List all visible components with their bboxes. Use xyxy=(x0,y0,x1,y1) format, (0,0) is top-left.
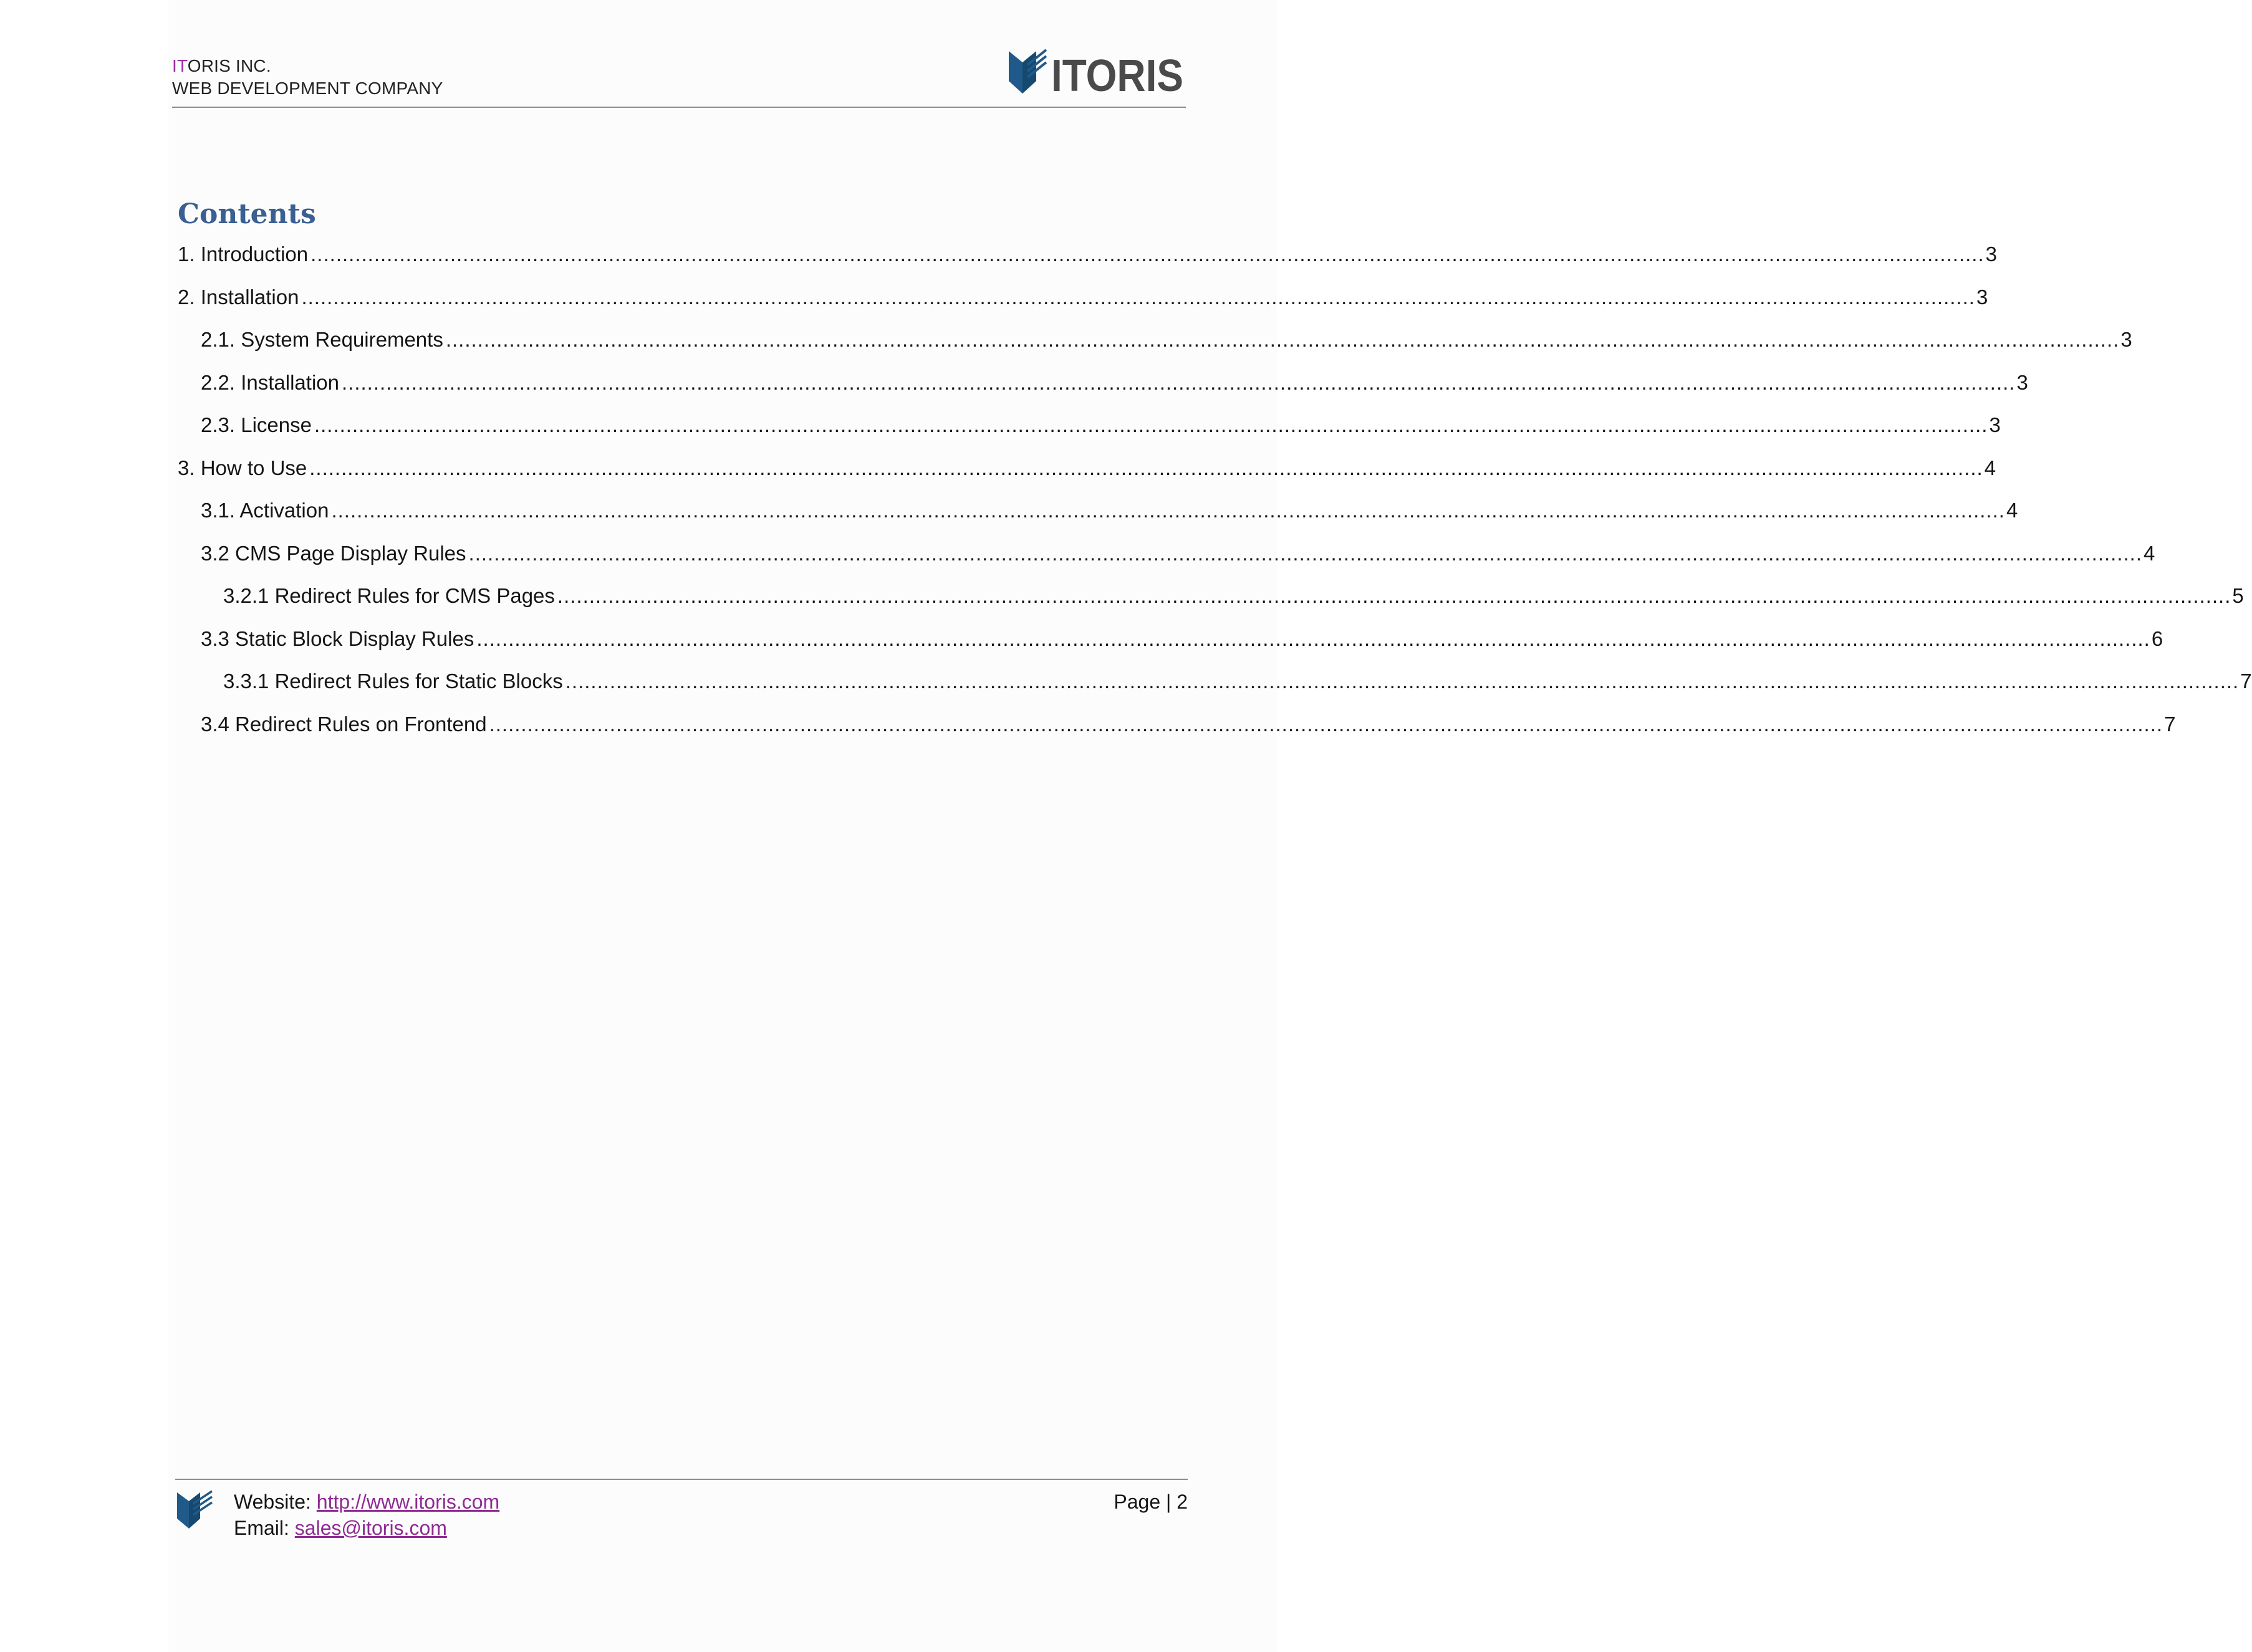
toc-entry-page: 7 xyxy=(2164,712,2176,736)
toc-leader xyxy=(446,325,2119,355)
website-link[interactable]: http://www.itoris.com xyxy=(316,1491,500,1513)
toc-entry-label: 2.3. License xyxy=(201,413,312,436)
email-label: Email: xyxy=(234,1517,295,1539)
footer-website-line xyxy=(234,1489,499,1515)
toc-entry-label: 3.2.1 Redirect Rules for CMS Pages xyxy=(223,584,555,607)
toc-entry[interactable] xyxy=(178,539,2155,582)
toc-entry-label: 3.2 CMS Page Display Rules xyxy=(201,541,466,565)
toc-entry[interactable] xyxy=(178,453,1996,496)
toc-entry-page: 6 xyxy=(2151,627,2163,650)
toc-entry-page: 4 xyxy=(1984,456,1996,479)
company-tagline: WEB DEVELOPMENT COMPANY xyxy=(172,79,443,98)
toc-leader xyxy=(342,368,2015,398)
email-link[interactable]: sales@itoris.com xyxy=(294,1517,447,1539)
toc-entry[interactable] xyxy=(178,282,1988,325)
company-name-prefix: IT xyxy=(172,56,188,75)
itoris-mark-icon xyxy=(177,1491,213,1530)
toc-entry-page: 3 xyxy=(1985,243,1997,266)
toc-leader xyxy=(469,539,2142,569)
toc-leader xyxy=(489,709,2163,739)
company-name-rest: ORIS INC. xyxy=(187,56,271,75)
toc-entry-page: 7 xyxy=(2240,670,2252,693)
toc-entry-label: 3. How to Use xyxy=(178,456,307,479)
toc-entry[interactable] xyxy=(178,410,2001,453)
toc-entry-label: 1. Introduction xyxy=(178,243,309,266)
toc-entry[interactable] xyxy=(178,368,2028,411)
logo-text: ITORIS xyxy=(1051,51,1183,101)
itoris-logo xyxy=(1009,49,1185,101)
toc-leader xyxy=(301,282,1975,312)
toc-entry-label: 3.1. Activation xyxy=(201,499,329,522)
toc-entry[interactable] xyxy=(178,239,1997,282)
logo-mark-icon xyxy=(1009,50,1046,94)
toc-entry[interactable] xyxy=(178,666,2252,709)
toc-entry-label: 3.3 Static Block Display Rules xyxy=(201,627,474,650)
toc-entry-label: 3.3.1 Redirect Rules for Static Blocks xyxy=(223,670,563,693)
toc-entry-label: 2.1. System Requirements xyxy=(201,328,443,351)
toc-leader xyxy=(557,581,2231,611)
toc-leader xyxy=(309,453,1983,483)
toc-entry-label: 2.2. Installation xyxy=(201,370,339,394)
toc-entry-page: 4 xyxy=(2144,541,2155,565)
toc-entry[interactable] xyxy=(178,709,2176,752)
toc-entry[interactable] xyxy=(178,496,2018,539)
toc-entry-label: 3.4 Redirect Rules on Frontend xyxy=(201,712,487,736)
footer-contact xyxy=(234,1489,499,1541)
toc-entry-page: 3 xyxy=(1976,285,1988,309)
toc-entry-page: 3 xyxy=(2016,370,2028,394)
page-number: Page | 2 xyxy=(1114,1491,1188,1513)
toc-entry-page: 3 xyxy=(2120,328,2132,351)
toc-leader xyxy=(565,666,2239,696)
toc-entry-label: 2. Installation xyxy=(178,285,299,309)
toc-title: Contents xyxy=(178,198,316,230)
toc-entry[interactable] xyxy=(178,581,2244,624)
header-divider xyxy=(172,107,1186,108)
toc-leader xyxy=(310,239,1984,269)
toc-entry[interactable] xyxy=(178,325,2132,368)
website-label: Website: xyxy=(234,1491,317,1513)
toc-entry-page: 5 xyxy=(2232,584,2244,607)
footer-email-line xyxy=(234,1515,499,1541)
toc-entry[interactable] xyxy=(178,624,2163,667)
toc-entry-page: 3 xyxy=(1989,413,2001,436)
footer-divider xyxy=(175,1479,1188,1480)
toc-leader xyxy=(476,624,2150,654)
header-company xyxy=(172,55,443,100)
toc-leader xyxy=(331,496,2004,526)
table-of-contents xyxy=(178,239,2252,752)
toc-leader xyxy=(314,410,1988,440)
toc-entry-page: 4 xyxy=(2006,499,2018,522)
